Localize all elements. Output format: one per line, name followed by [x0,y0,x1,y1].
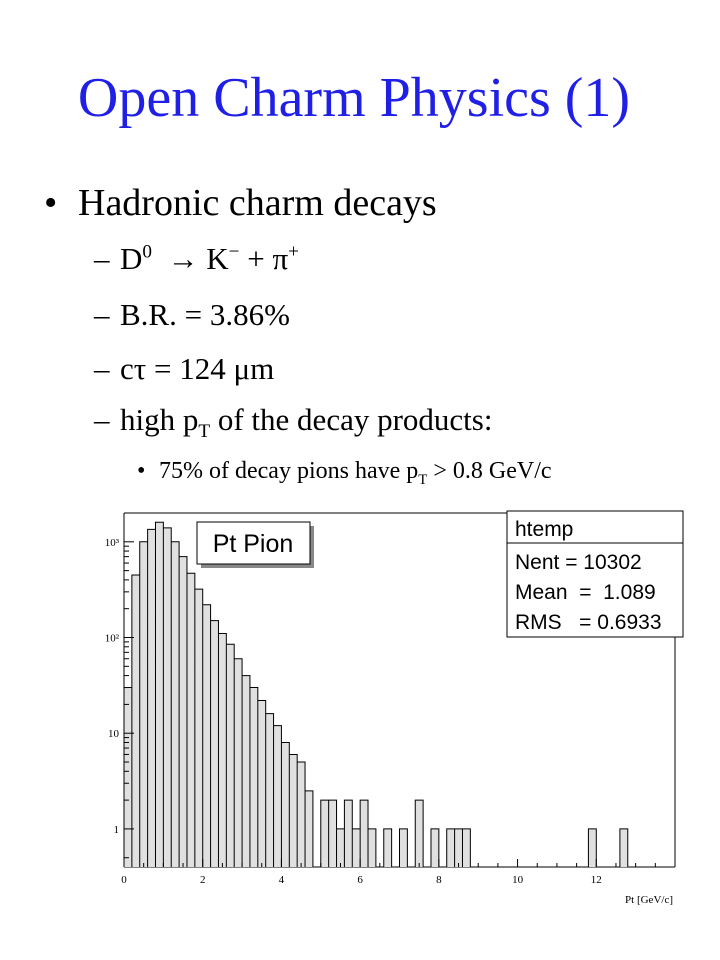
stats-row: Nent = 10302 [515,551,642,574]
histogram-bin [620,829,628,867]
chart-title: Pt Pion [212,530,294,558]
x-tick-label: 12 [590,874,602,886]
decay-pi: π [272,241,289,276]
high-pt-post: of the decay products: [210,402,493,437]
high-pt [94,402,493,443]
stats-name: htemp [515,518,574,541]
decay-channel [94,243,299,274]
stats-box [507,511,683,637]
histogram-bin [234,659,242,867]
histogram-bin [455,829,463,867]
high-pt-pre: high p [120,402,199,437]
x-tick-label: 10 [512,874,524,886]
decay-pi-sup: + [288,241,299,263]
ctau [94,353,274,384]
histogram-bin [337,829,345,867]
histogram-bin [250,688,258,867]
histogram-bin [242,676,250,867]
histogram-bin [431,829,439,867]
histogram-bin [289,754,297,867]
histogram-bin [171,542,179,867]
dash-marker: – [94,297,110,332]
histogram-bin [360,800,368,867]
x-tick-label: 0 [121,874,127,886]
high-pt-sub: T [198,421,211,443]
x-axis-label: Pt [GeV/c] [625,894,673,906]
decay-plus: + [247,241,265,276]
histogram-bin [163,528,171,867]
x-tick-label: 8 [436,874,442,886]
stats-row: Mean = 1.089 [515,581,656,604]
histogram-bin [305,791,313,867]
y-tick-label: 10 [108,728,119,741]
x-tick-label: 4 [278,874,285,886]
histogram-bin [281,742,289,867]
dash-marker: – [94,351,110,386]
histogram-bin [266,714,274,867]
histogram-bin [352,829,360,867]
histogram-bin [195,589,203,867]
slide-title: Open Charm Physics (1) [77,67,631,129]
bullet-hadronic-decays [44,184,437,222]
pion-fraction [137,458,552,488]
bullet-text: Hadronic charm decays [78,182,437,224]
histogram-bin [258,700,266,867]
y-tick-label: 10³ [104,536,119,549]
decay-k: K [206,241,229,276]
histogram-bin [297,762,305,867]
y-tick-label: 10² [104,632,119,645]
dash-marker: – [94,241,110,276]
histogram-bin [124,688,132,867]
decay-d-sup: 0 [142,241,152,263]
histogram-bin [211,621,219,867]
branching-ratio [94,299,290,330]
stats-row: RMS = 0.6933 [515,611,662,634]
decay-arrow: → [167,241,199,276]
histogram-bin [179,557,187,867]
ctau-text: cτ = 124 μm [120,351,275,386]
histogram-bin [155,522,163,867]
histogram-bin [415,800,423,867]
histogram-bin [329,800,337,867]
bullet-marker: • [137,458,146,484]
histogram-bin [203,605,211,867]
histogram-bin [368,829,376,867]
histogram-bin [132,575,140,867]
x-tick-label: 2 [199,874,206,886]
y-tick-label: 1 [113,823,119,836]
pion-fraction-sub: T [418,471,428,488]
histogram-bin [588,829,596,867]
branching-ratio-text: B.R. = 3.86% [120,297,290,332]
decay-d: D [120,241,143,276]
histogram-bin [226,644,234,867]
histogram-bin [218,634,226,867]
histogram-bin [148,529,156,867]
decay-k-sup: − [228,241,240,263]
histogram-bin [462,829,470,867]
pt-pion-histogram [95,505,685,910]
pion-fraction-post: > 0.8 GeV/c [427,458,552,484]
title-box [197,522,314,568]
histogram-bin [140,542,148,867]
histogram-bin [274,726,282,867]
histogram-bin [321,800,329,867]
histogram-bin [384,829,392,867]
dash-marker: – [94,402,110,437]
histogram-bin [344,800,352,867]
histogram-bin [400,829,408,867]
histogram-bin [187,573,195,867]
histogram-bin [447,829,455,867]
pion-fraction-pre: 75% of decay pions have p [159,458,419,484]
x-tick-label: 6 [357,874,363,886]
bullet-marker: • [44,182,58,224]
